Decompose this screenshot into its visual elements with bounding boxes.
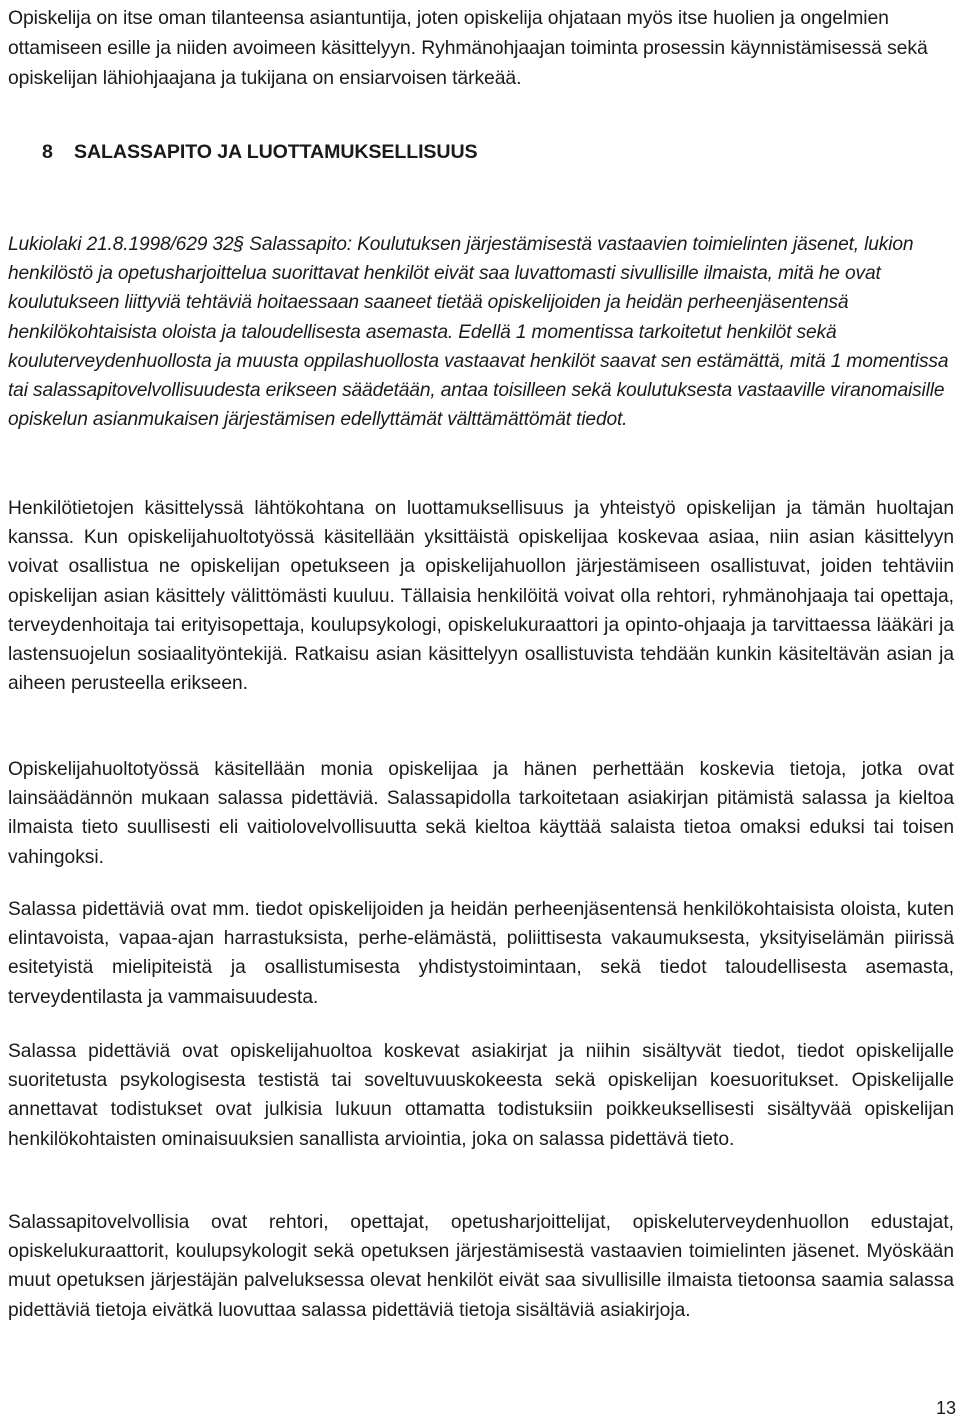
document-page [8,0,954,1321]
body-paragraph: Salassapitovelvollisia ovat rehtori, opettajat, opetusharjoittelijat, opiskeluterveydenhuollon edustajat, opiskelukuraattorit, koulupsykologit sekä opetuksen järjestämisestä vastaavien toimielinten jäsenet. Myöskään muut opetuksen järjestäjän palveluksessa olevat henkilöt eivät saa sivullisille ilmaista tietoonsa saamia salassa pidettäviä tietoja eivätkä luovuttaa salassa pidettäviä tietoja sisältäviä asiakirjoja. [8,1212,954,1321]
page-number: 13 [935,1398,956,1418]
law-quote: Lukiolaki 21.8.1998/629 32§ Salassapito: Koulutuksen järjestämisestä vastaavien toimielinten jäsenet, lukion henkilöstö ja opetusharjoittelua suorittavat henkilöt eivät saa luvattomasti sivullisille ilmaista, mitä he ovat koulutukseen liittyviä tehtäviä hoitaessaan saaneet tietää opiskelijoiden ja heidän perheenjäsentensä henkilökohtaisista oloista ja taloudellisesta asemasta. Edellä 1 momentissa tarkoitetut henkilöt sekä kouluterveydenhuollosta ja muusta oppilashuollosta vastaavat henkilöt saavat sen estämättä, mitä 1 momentissa tai salassapitovelvollisuudesta erikseen säädetään, antaa toisilleen sekä koulutuksesta vastaaville viranomaisille opiskelun asianmukaisen järjestämisen edellyttämät välttämättömät tiedot. [8,234,949,431]
section-heading [42,141,477,164]
body-paragraph: Opiskelijahuoltotyössä käsitellään monia opiskelijaa ja hänen perhettään koskevia tietoja, jotka ovat lainsäädännön mukaan salassa pidettäviä. Salassapidolla tarkoitetaan asiakirjan pitämistä salassa ja kieltoa ilmaista tieto suullisesti eli vaitiolovelvollisuutta sekä kieltoa käyttää salaista tietoa omaksi eduksi tai toisen vahingoksi. [8,759,954,868]
intro-paragraph: Opiskelija on itse oman tilanteensa asiantuntija, joten opiskelija ohjataan myös itse huolien ja ongelmien ottamiseen esille ja niiden avoimeen käsittelyyn. Ryhmänohjaajan toiminta prosessin käynnistämisessä sekä opiskelijan lähiohjaajana ja tukijana on ensiarvoisen tärkeää. [8,7,928,89]
section-title: SALASSAPITO JA LUOTTAMUKSELLISUUS [74,141,478,163]
body-paragraph: Salassa pidettäviä ovat mm. tiedot opiskelijoiden ja heidän perheenjäsentensä henkilökohtaisista oloista, kuten elintavoista, vapaa-ajan harrastuksista, perhe-elämästä, poliittisesta vakaumuksesta, yksityiselämän piirissä esitetyistä mielipiteistä ja osallistumisesta yhdistystoimintaan, sekä tiedot taloudellisesta asemasta, terveydentilasta ja vammaisuudesta. [8,899,954,1008]
body-paragraph: Salassa pidettäviä ovat opiskelijahuoltoa koskevat asiakirjat ja niihin sisältyvät tiedot, tiedot opiskelijalle suoritetusta psykologisesta testistä tai soveltuvuuskokeesta sekä opiskelijan koesuoritukset. Opiskelijalle annettavat todistukset ovat julkisia lukuun ottamatta todistuksiin poikkeuksellisesti sisältyvää opiskelijan henkilökohtaisten ominaisuuksien sanallista arviointia, joka on salassa pidettävä tieto. [8,1041,954,1150]
body-paragraph: Henkilötietojen käsittelyssä lähtökohtana on luottamuksellisuus ja yhteistyö opiskelijan ja tämän huoltajan kanssa. Kun opiskelijahuoltotyössä käsitellään yksittäistä opiskelijaa koskevaa asiaa, niin asian käsittelyyn voivat osallistua ne opiskelijan opetukseen ja opiskelijahuollon järjestämiseen osallistuvat, joiden tehtäviin opiskelijan asian käsittely välittömästi kuuluu. Tällaisia henkilöitä voivat olla rehtori, ryhmänohjaaja tai opettaja, terveydenhoitaja tai erityisopettaja, koulupsykologi, opiskelukuraattori ja opinto-ohjaaja ja tarvittaessa lääkäri ja lastensuojelun sosiaalityöntekijä. Ratkaisu asian käsittelyyn osallistuvista tehdään kunkin käsiteltävän asian ja aiheen perusteella erikseen. [8,498,954,695]
section-number: 8 [42,141,53,163]
